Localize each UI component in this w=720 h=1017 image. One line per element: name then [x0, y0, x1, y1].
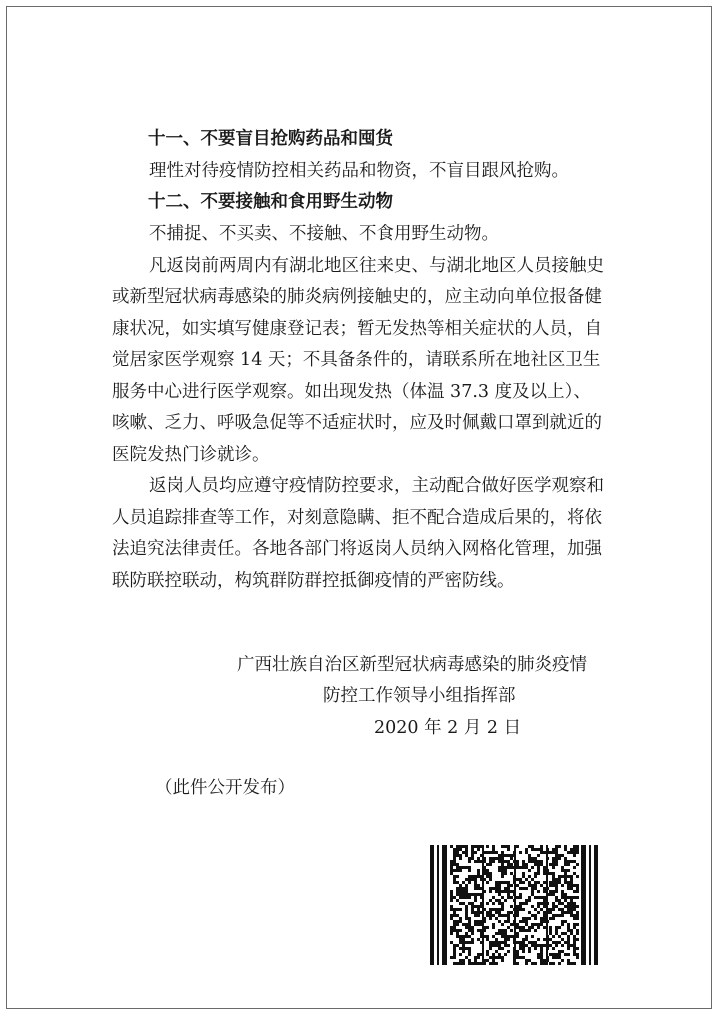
signature-org-line2: 防控工作领导小组指挥部	[323, 686, 516, 706]
paragraph2-line: 法追究法律责任。各地各部门将返岗人员纳入网格化管理，加强	[112, 539, 602, 559]
2d-barcode-icon	[430, 845, 600, 965]
paragraph1-line: 觉居家医学观察 14 天；不具备条件的，请联系所在地社区卫生	[112, 350, 601, 370]
section-body-11: 理性对待疫情防控相关药品和物资，不盲目跟风抢购。	[149, 161, 569, 181]
signature-org-line1: 广西壮族自治区新型冠状病毒感染的肺炎疫情	[237, 655, 587, 675]
publication-note: （此件公开发布）	[155, 778, 295, 798]
signature-date: 2020 年 2 月 2 日	[374, 718, 522, 738]
paragraph2-line: 返岗人员均应遵守疫情防控要求，主动配合做好医学观察和	[149, 476, 604, 496]
section-body-12: 不捕捉、不买卖、不接触、不食用野生动物。	[149, 224, 499, 244]
paragraph1-line: 医院发热门诊就诊。	[112, 445, 270, 465]
section-heading-11: 十一、不要盲目抢购药品和囤货	[148, 129, 393, 149]
paragraph1-line: 咳嗽、乏力、呼吸急促等不适症状时，应及时佩戴口罩到就近的	[112, 413, 602, 433]
paragraph2-line: 联防联控联动，构筑群防群控抵御疫情的严密防线。	[112, 571, 515, 591]
paragraph1-line: 或新型冠状病毒感染的肺炎病例接触史的，应主动向单位报备健	[112, 287, 602, 307]
paragraph1-line: 服务中心进行医学观察。如出现发热（体温 37.3 度及以上）、	[112, 382, 591, 402]
paragraph2-line: 人员追踪排查等工作，对刻意隐瞒、拒不配合造成后果的，将依	[112, 508, 602, 528]
paragraph1-line: 凡返岗前两周内有湖北地区往来史、与湖北地区人员接触史	[149, 256, 604, 276]
section-heading-12: 十二、不要接触和食用野生动物	[148, 192, 393, 212]
paragraph1-line: 康状况，如实填写健康登记表；暂无发热等相关症状的人员，自	[112, 319, 602, 339]
